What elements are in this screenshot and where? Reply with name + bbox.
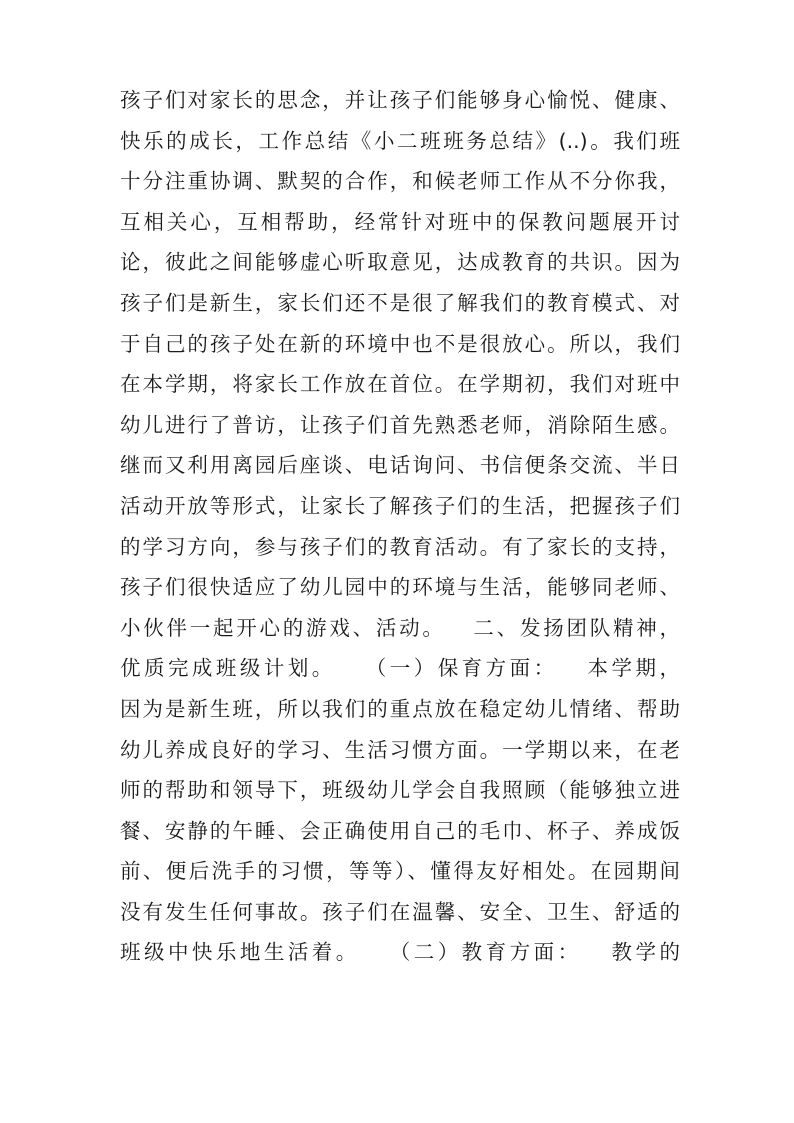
text-line: 前、便后洗手的习惯，等等）、懂得友好相处。在园期间: [120, 859, 680, 884]
text-line: 班级中快乐地生活着。 （二）教育方面： 教学的: [120, 940, 680, 965]
text-line: 活动开放等形式，让家长了解孩子们的生活，把握孩子们: [120, 493, 680, 518]
text-line: 于自己的孩子处在新的环境中也不是很放心。所以，我们: [120, 331, 680, 356]
text-line: 师的帮助和领导下，班级幼儿学会自我照顾（能够独立进: [120, 778, 680, 803]
text-line: 没有发生任何事故。孩子们在温馨、安全、卫生、舒适的: [120, 899, 680, 924]
text-line: 餐、安静的午睡、会正确使用自己的毛巾、杯子、养成饭: [120, 818, 680, 843]
text-line: 孩子们很快适应了幼儿园中的环境与生活，能够同老师、: [120, 575, 680, 600]
text-line: 因为是新生班，所以我们的重点放在稳定幼儿情绪、帮助: [120, 696, 680, 721]
text-line: 互相关心，互相帮助，经常针对班中的保教问题展开讨: [120, 209, 680, 234]
text-line: 快乐的成长，工作总结《小二班班务总结》(..)。我们班: [120, 128, 680, 153]
text-line: 孩子们对家长的思念，并让孩子们能够身心愉悦、健康、: [120, 88, 680, 112]
text-line: 孩子们是新生，家长们还不是很了解我们的教育模式、对: [120, 290, 680, 315]
text-line: 在本学期，将家长工作放在首位。在学期初，我们对班中: [120, 372, 680, 397]
text-line: 小伙伴一起开心的游戏、活动。 二、发扬团队精神，: [120, 615, 680, 640]
text-line: 论，彼此之间能够虚心听取意见，达成教育的共识。因为: [120, 250, 680, 275]
text-line: 继而又利用离园后座谈、电话询问、书信便条交流、半日: [120, 453, 680, 478]
text-line: 幼儿进行了普访，让孩子们首先熟悉老师，消除陌生感。: [120, 412, 680, 437]
text-line: 优质完成班级计划。 （一）保育方面： 本学期，: [120, 656, 680, 681]
text-line: 幼儿养成良好的学习、生活习惯方面。一学期以来，在老: [120, 737, 680, 762]
body-text: [120, 80, 680, 973]
text-line: 十分注重协调、默契的合作，和候老师工作从不分你我，: [120, 169, 680, 194]
text-line: 的学习方向，参与孩子们的教育活动。有了家长的支持，: [120, 534, 680, 559]
